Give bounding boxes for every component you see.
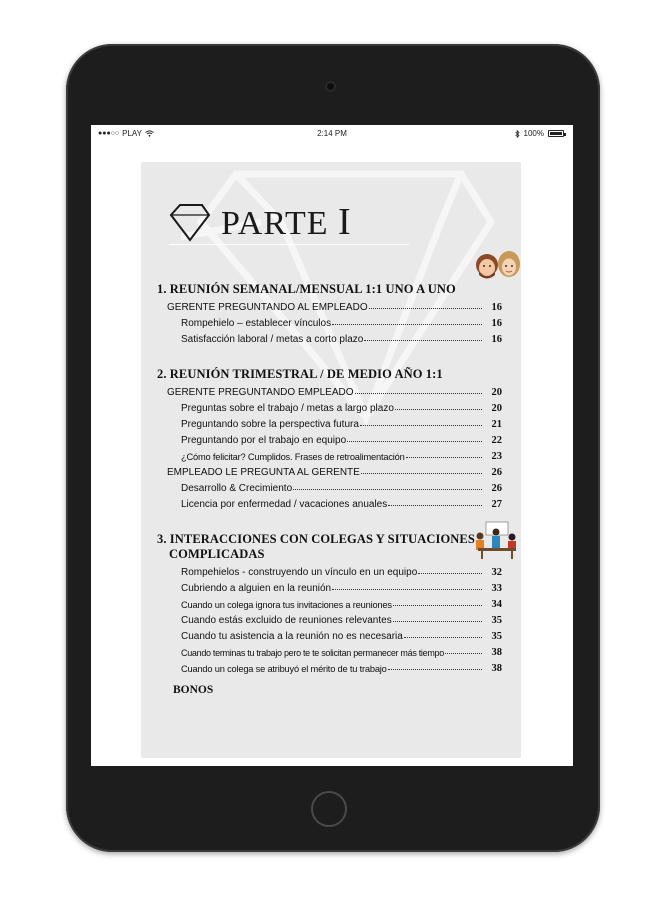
toc-entry[interactable] [157, 642, 502, 658]
dot-leader [360, 425, 482, 426]
dot-leader [364, 340, 482, 341]
toc-entry-text: Cuando estás excluido de reuniones relevantes [181, 615, 392, 626]
toc-entry-text: Preguntando por el trabajo en equipo [181, 435, 347, 446]
toc-entry[interactable] [157, 578, 502, 594]
section-title[interactable]: 3. INTERACCIONES CON COLEGAS Y SITUACIONES [157, 532, 475, 546]
toc-subheading[interactable] [157, 382, 502, 398]
part-word: PARTE [221, 205, 329, 242]
book-page[interactable] [141, 162, 521, 758]
carrier-name: PLAY [122, 129, 143, 138]
toc-subheading[interactable] [157, 462, 502, 478]
dot-leader [445, 653, 482, 654]
page-number: 27 [491, 499, 502, 510]
status-bar [91, 125, 573, 143]
toc-entry[interactable] [157, 594, 502, 610]
avatar-couple-icon [473, 249, 521, 281]
toc-entry[interactable] [157, 494, 502, 510]
toc-entry[interactable] [157, 478, 502, 494]
status-time: 2:14 PM [317, 129, 347, 138]
toc-entry[interactable] [157, 446, 502, 462]
toc-entry[interactable] [157, 562, 502, 578]
page-number: 38 [491, 647, 502, 658]
section-title[interactable]: COMPLICADAS [169, 547, 265, 561]
table-of-contents [157, 282, 502, 696]
dot-leader [355, 393, 482, 394]
section-title[interactable]: 1. REUNIÓN SEMANAL/MENSUAL 1:1 UNO A UNO [157, 282, 456, 296]
toc-entry-text: Cuando terminas tu trabajo pero te te solicitan permanecer más tiempo [181, 648, 444, 658]
toc-entry[interactable] [157, 430, 502, 446]
page-number: 33 [491, 583, 502, 594]
dot-leader [332, 324, 482, 325]
toc-entry[interactable] [157, 658, 502, 674]
dot-leader [293, 489, 482, 490]
toc-entry-text: Cuando un colega se atribuyó el mérito de tu trabajo [181, 664, 387, 674]
toc-entry[interactable] [157, 398, 502, 414]
signal-dots-icon: ●●●○○ [98, 130, 120, 137]
page-number: 35 [491, 615, 502, 626]
page-number: 21 [491, 419, 502, 430]
bonus-heading[interactable]: BONOS [173, 684, 214, 696]
page-number: 34 [491, 599, 502, 610]
toc-entry-text: Rompehielo – establecer vínculos [181, 318, 332, 329]
page-number: 20 [491, 403, 502, 414]
dot-leader [395, 409, 482, 410]
page-number: 35 [491, 631, 502, 642]
battery-percent: 100% [523, 129, 544, 138]
toc-entry-text: Licencia por enfermedad / vacaciones anuales [181, 499, 388, 510]
dot-leader [347, 441, 482, 442]
toc-entry-text: ¿Cómo felicitar? Cumplidos. Frases de retroalimentación [181, 452, 405, 462]
home-button[interactable] [311, 791, 347, 827]
toc-entry-text: Preguntas sobre el trabajo / metas a largo plazo [181, 403, 394, 414]
page-number: 26 [491, 483, 502, 494]
toc-entry[interactable] [157, 329, 502, 345]
toc-subheading[interactable] [157, 297, 502, 313]
part-title [221, 200, 352, 244]
toc-entry-text: Desarrollo & Crecimiento [181, 483, 293, 494]
page-number: 26 [491, 467, 502, 478]
part-number: I [338, 201, 352, 243]
toc-entry[interactable] [157, 414, 502, 430]
screen [91, 125, 573, 766]
toc-section [157, 367, 502, 510]
toc-entry-text: GERENTE PREGUNTANDO EMPLEADO [167, 387, 354, 398]
dot-leader [404, 637, 482, 638]
toc-entry-text: Cubriendo a alguien en la reunión [181, 583, 332, 594]
dot-leader [388, 669, 482, 670]
toc-entry-text: EMPLEADO LE PREGUNTA AL GERENTE [167, 467, 360, 478]
toc-entry-text: GERENTE PREGUNTANDO AL EMPLEADO [167, 302, 368, 313]
title-divider [169, 244, 409, 245]
dot-leader [418, 573, 482, 574]
page-number: 38 [491, 663, 502, 674]
battery-icon [548, 130, 564, 137]
page-number: 20 [491, 387, 502, 398]
page-number: 23 [491, 451, 502, 462]
toc-entry-text: Satisfacción laboral / metas a corto plazo [181, 334, 364, 345]
status-right [515, 129, 564, 138]
dot-leader [369, 308, 482, 309]
toc-entry-text: Preguntando sobre la perspectiva futura [181, 419, 359, 430]
dot-leader [332, 589, 482, 590]
toc-entry-text: Rompehielos - construyendo un vínculo en un equipo [181, 567, 418, 578]
dot-leader [388, 505, 482, 506]
toc-entry[interactable] [157, 610, 502, 626]
dot-leader [393, 621, 482, 622]
toc-entry[interactable] [157, 313, 502, 329]
toc-entry[interactable] [157, 626, 502, 642]
bluetooth-icon [515, 130, 520, 138]
dot-leader [406, 457, 482, 458]
dot-leader [393, 605, 482, 606]
page-number: 16 [491, 318, 502, 329]
dot-leader [361, 473, 482, 474]
page-number: 22 [491, 435, 502, 446]
page-number: 32 [491, 567, 502, 578]
toc-section [157, 282, 502, 345]
page-number: 16 [491, 334, 502, 345]
section-title[interactable]: 2. REUNIÓN TRIMESTRAL / DE MEDIO AÑO 1:1 [157, 367, 443, 381]
toc-entry-text: Cuando tu asistencia a la reunión no es necesaria [181, 631, 403, 642]
camera [325, 81, 336, 92]
toc-entry-text: Cuando un colega ignora tus invitaciones a reuniones [181, 600, 392, 610]
page-number: 16 [491, 302, 502, 313]
diamond-logo-icon [168, 202, 212, 244]
toc-section [157, 532, 502, 674]
